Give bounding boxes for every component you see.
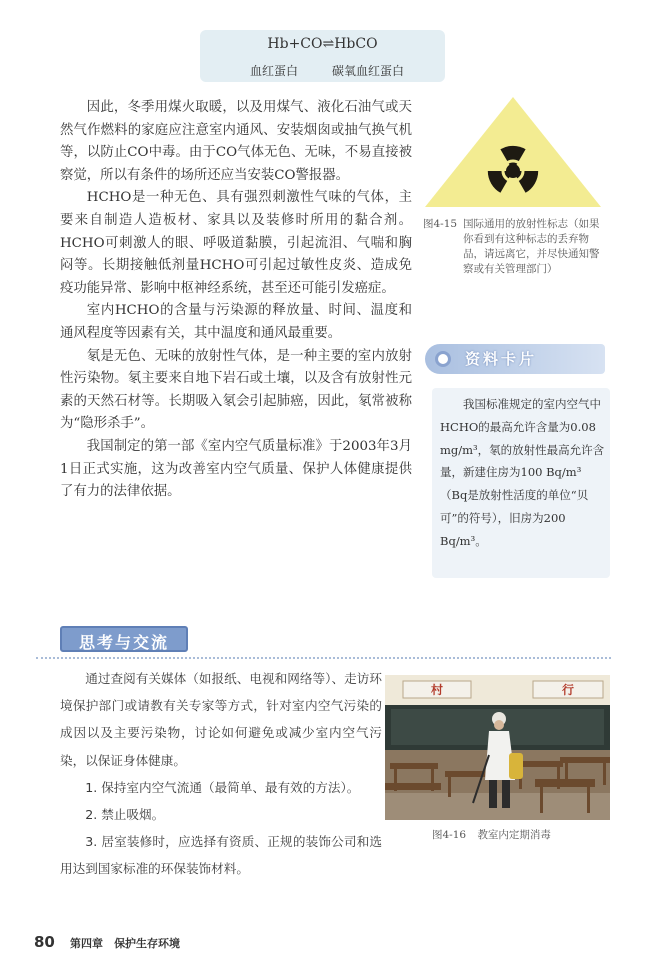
think-item-3: 3. 居室装修时，应选择有资质、正规的装饰公司和选用达到国家标准的环保装饰材料。 <box>60 834 382 877</box>
classroom-disinfection-photo <box>385 675 610 820</box>
paragraph-standard: 我国制定的第一部《室内空气质量标准》于2003年3月1日正式实施，这为改善室内空气质量、保护人体健康提供了有力的法律依据。 <box>60 438 412 500</box>
think-intro: 通过查阅有关媒体（如报纸、电视和网络等）、走访环境保护部门或请教有关专家等方式，针对室内空气污染的成因以及主要污染物，讨论如何避免或减少室内空气污染，以保证身体健康。 <box>60 671 382 768</box>
label-hemoglobin: 血红蛋白 <box>250 64 299 78</box>
paragraph-co: 因此，冬季用煤火取暖，以及用煤气、液化石油气或天然气作燃料的家庭应注意室内通风、安装烟囱或抽气换气机等，以防止CO中毒。由于CO气体无色、无味，不易直接被察觉，所以有条件的场所还应当安装CO警报器。 <box>60 100 412 183</box>
page-footer <box>34 932 180 952</box>
paragraph-hcho: HCHO是一种无色、具有强烈刺激性气味的气体，主要来自制造人造板材、家具以及装修时所用的黏合剂。HCHO可刺激人的眼、呼吸道黏膜，引起流泪、气喘和胸闷等。长期接触低剂量HCHO可引起过敏性皮炎、造成免疫功能异常、影响中枢神经系统，甚至还可能引发癌症。 <box>60 190 412 296</box>
figure-4-16-text: 教室内定期消毒 <box>477 829 551 841</box>
dotted-divider <box>36 657 611 659</box>
figure-4-16-caption <box>432 827 551 842</box>
figure-4-15-text: 国际通用的放射性标志（如果你看到有这种标志的丢弃物品，请远离它，并尽快通知警察或有关管理部门） <box>463 218 600 275</box>
banner-right-text: 行 <box>561 683 575 697</box>
equation-formula: Hb+CO⇌HbCO <box>267 36 378 52</box>
main-body-text <box>60 97 412 504</box>
equation-box <box>200 30 445 82</box>
circle-bullet-icon <box>435 351 451 367</box>
radiation-sign-figure <box>423 95 603 210</box>
think-discuss-text <box>60 665 382 883</box>
chapter-label: 第四章 <box>69 937 103 950</box>
banner-left-text: 村 <box>430 683 444 697</box>
figure-4-15-number: 图4-15 <box>423 218 458 230</box>
figure-4-15-caption <box>423 217 608 277</box>
classroom-photo-icon <box>385 675 610 820</box>
page-number: 80 <box>34 933 55 951</box>
info-card-text: 我国标准规定的室内空气中HCHO的最高允许含量为0.08 mg/m³，氡的放射性最高允许含量，新建住房为100 Bq/m³（Bq是放射性活度的单位“贝可”的符号），旧房为200 Bq/m³。 <box>440 397 605 548</box>
paragraph-hcho-factors: 室内HCHO的含量与污染源的释放量、时间、温度和通风程度等因素有关，其中温度和通风最重要。 <box>60 303 412 341</box>
think-discuss-header <box>60 626 188 652</box>
think-item-1: 1. 保持室内空气流通（最简单、最有效的方法）。 <box>85 779 360 795</box>
info-card-text-wrap <box>440 393 605 553</box>
info-card-title: 资料卡片 <box>465 350 538 368</box>
paragraph-radon: 氡是无色、无味的放射性气体，是一种主要的室内放射性污染物。氡主要来自地下岩石或土壤，以及含有放射性元素的天然石材等。长期吸入氡会引起肺癌，因此，氡常被称为“隐形杀手”。 <box>60 348 412 432</box>
section-label: 保护生存环境 <box>114 937 181 950</box>
info-card-header <box>425 344 605 374</box>
label-carboxyhemoglobin: 碳氧血红蛋白 <box>332 64 405 78</box>
figure-4-16-number: 图4-16 <box>432 829 467 841</box>
think-discuss-title: 思考与交流 <box>78 633 169 652</box>
think-item-2: 2. 禁止吸烟。 <box>85 807 165 823</box>
radiation-warning-icon <box>423 95 603 210</box>
